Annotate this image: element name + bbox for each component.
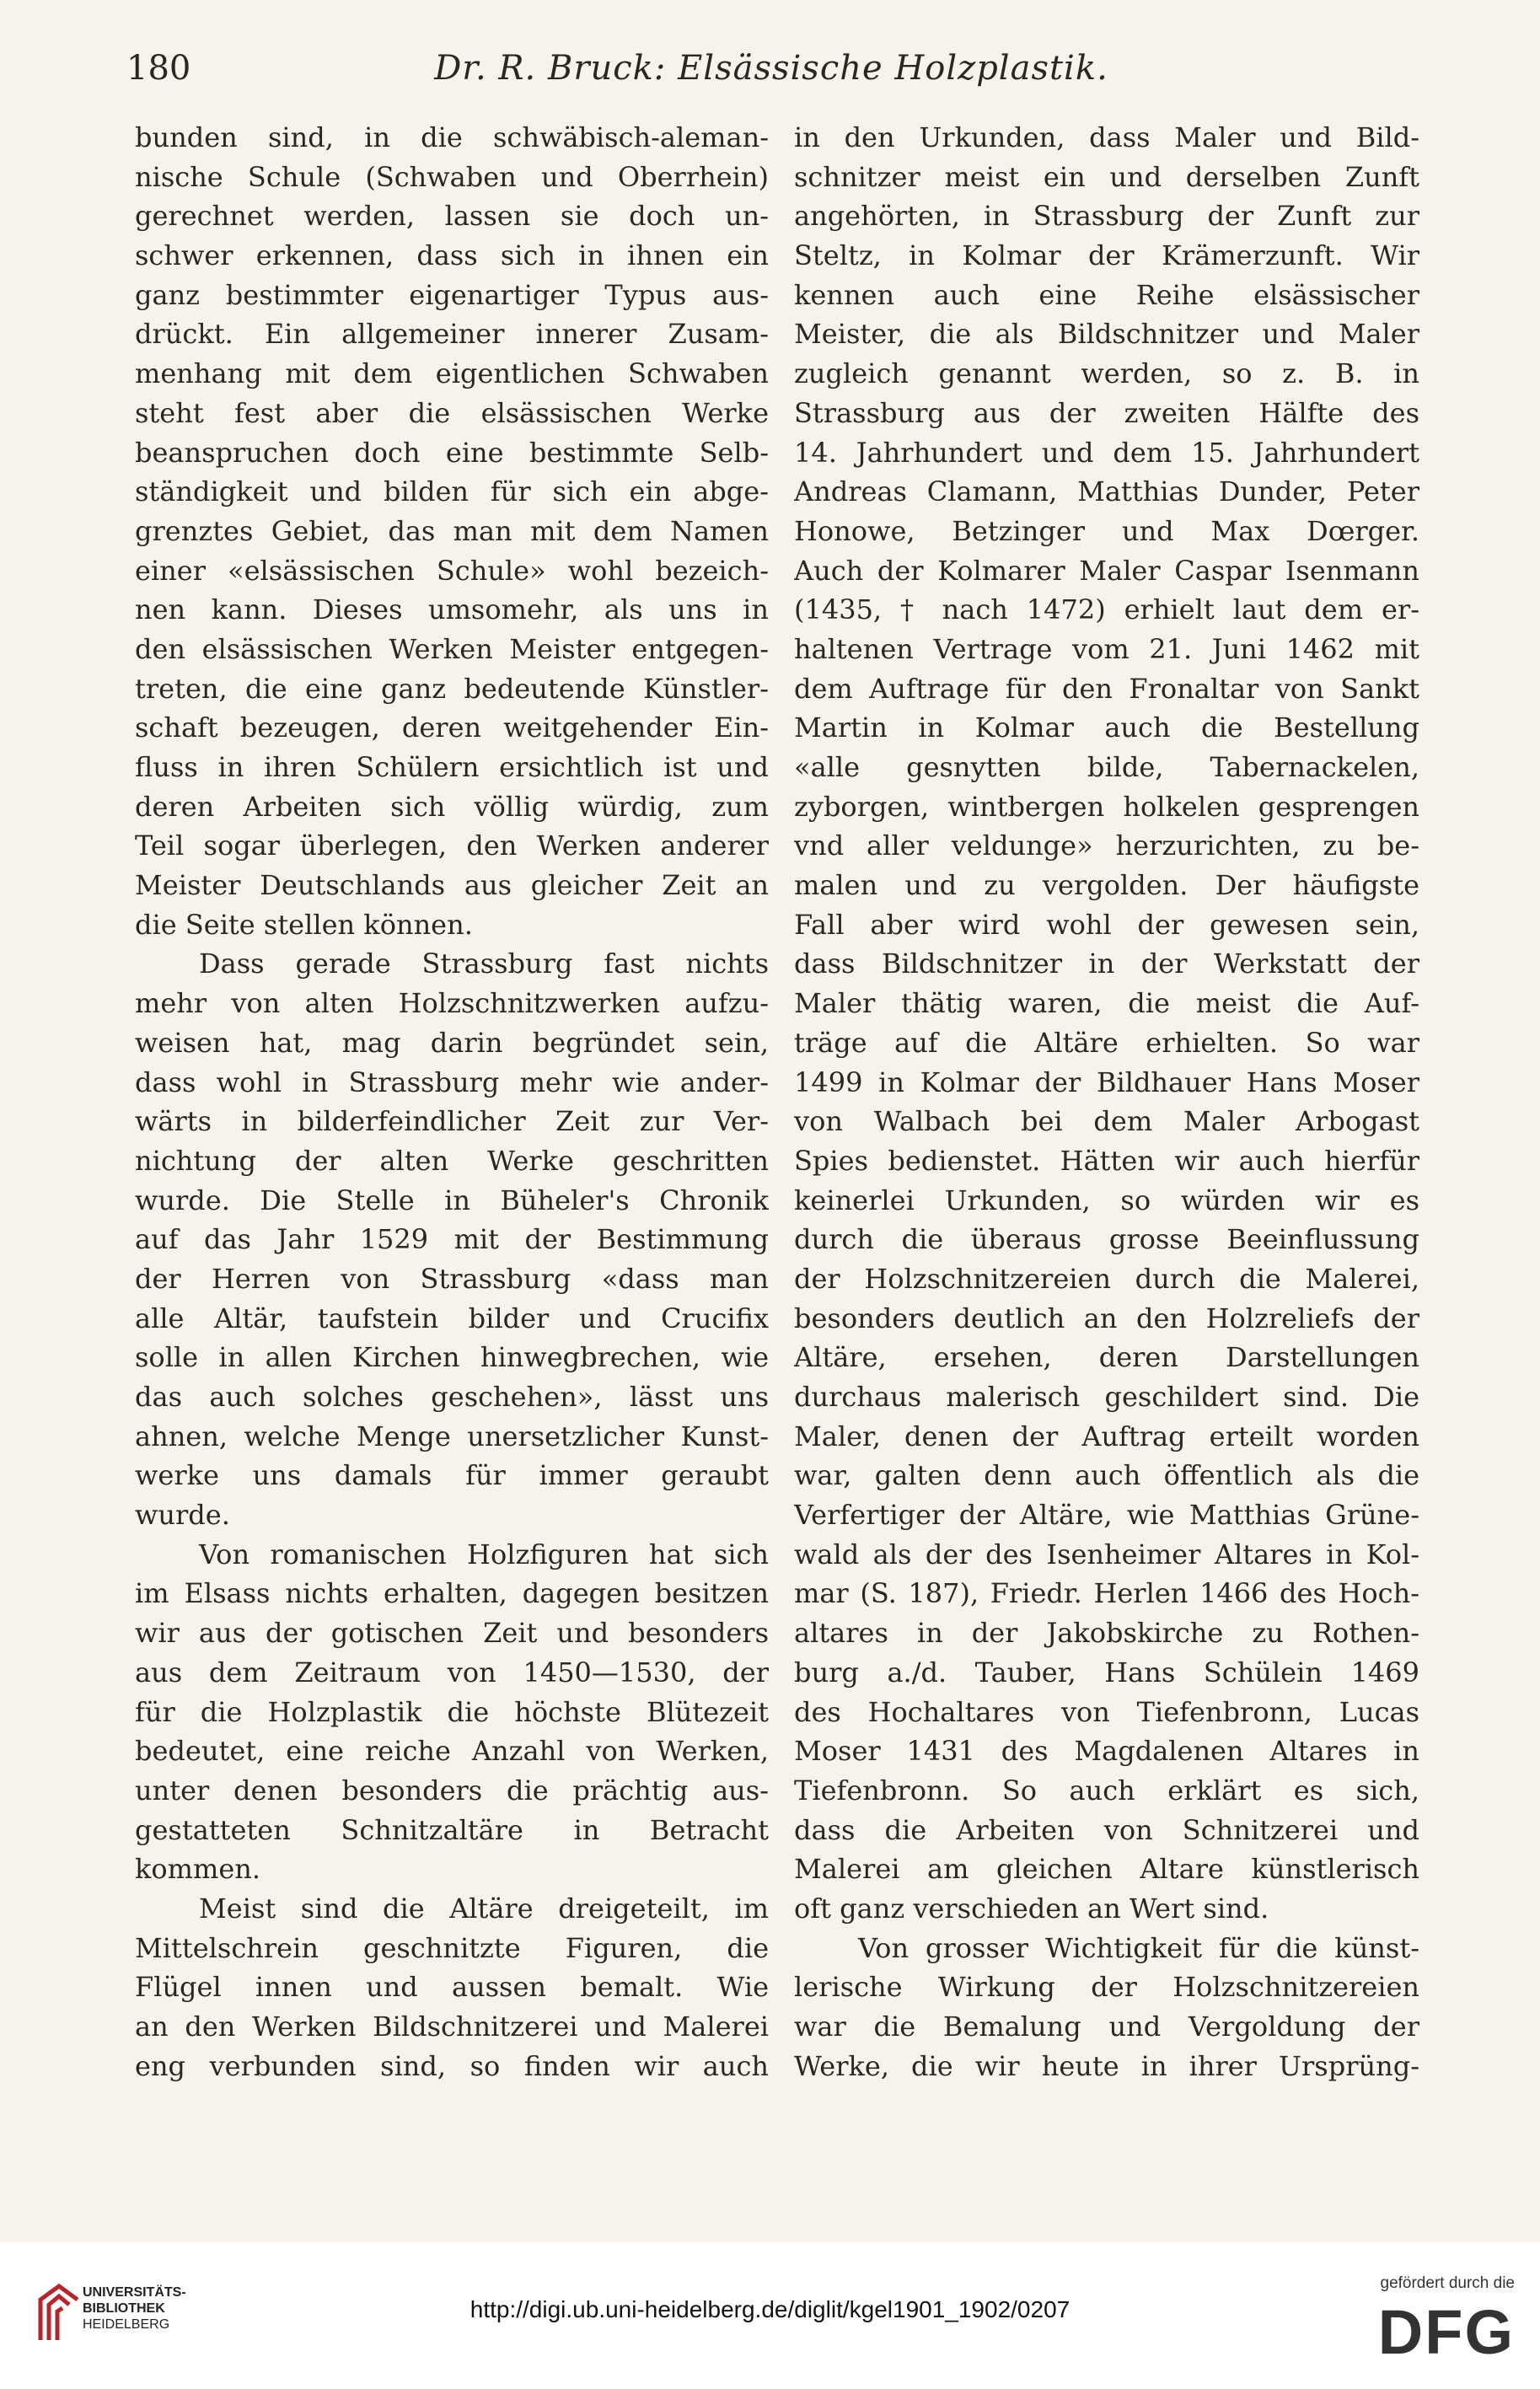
text-line: wärts in bilderfeindlicher Zeit zur Ver- <box>135 1105 769 1138</box>
text-line: haltenen Vertrage vom 21. Juni 1462 mit <box>794 632 1419 665</box>
text-line: des Hochaltares von Tiefenbronn, Lucas <box>794 1695 1419 1728</box>
text-line: schaft bezeugen, deren weitgehender Ein- <box>135 711 769 744</box>
text-line: werke uns damals für immer geraubt <box>135 1459 769 1492</box>
page-header <box>126 49 1416 99</box>
library-name-line-3: HEIDELBERG <box>83 2317 170 2332</box>
text-line: deren Arbeiten sich völlig würdig, zum <box>135 790 769 823</box>
text-line: Werke, die wir heute in ihrer Ursprüng- <box>794 2049 1419 2082</box>
text-line: Verfertiger der Altäre, wie Matthias Grüne- <box>794 1499 1419 1532</box>
text-line: Spies bedienstet. Hätten wir auch hierfür <box>794 1144 1419 1177</box>
text-line: zyborgen, wintbergen holkelen gesprengen <box>794 790 1419 823</box>
text-line: Von romanischen Holzfiguren hat sich <box>199 1538 769 1570</box>
text-line: bunden sind, in die schwäbisch-aleman- <box>135 121 769 153</box>
text-line: ganz bestimmter eigenartiger Typus aus- <box>135 278 769 311</box>
text-line: im Elsass nichts erhalten, dagegen besitzen <box>135 1577 769 1610</box>
text-line: kommen. <box>135 1853 261 1886</box>
text-line: aus dem Zeitraum von 1450—1530, der <box>135 1656 769 1688</box>
dfg-logo[interactable]: DFG <box>1377 2297 1515 2367</box>
text-line: Auch der Kolmarer Maler Caspar Isenmann <box>794 554 1419 587</box>
text-line: keinerlei Urkunden, so würden wir es <box>794 1184 1419 1216</box>
right-text-column <box>794 118 1419 2086</box>
page-number: 180 <box>126 49 191 88</box>
funding-note: gefördert durch die <box>1380 2274 1515 2292</box>
text-line: burg a./d. Tauber, Hans Schülein 1469 <box>794 1656 1419 1688</box>
text-line: durchaus malerisch geschildert sind. Die <box>794 1381 1419 1413</box>
text-line: beanspruchen doch eine bestimmte Selb- <box>135 436 769 469</box>
text-line: ständigkeit und bilden für sich ein abge- <box>135 475 769 508</box>
text-line: Maler thätig waren, die meist die Auf- <box>794 987 1419 1020</box>
text-line: kennen auch eine Reihe elsässischer <box>794 278 1419 311</box>
text-line: Von grosser Wichtigkeit für die künst- <box>858 1931 1419 1964</box>
text-line: die Seite stellen können. <box>135 908 473 941</box>
left-text-column <box>135 118 769 2086</box>
text-line: menhang mit dem eigentlichen Schwaben <box>135 357 769 390</box>
text-line: treten, die eine ganz bedeutende Künstler- <box>135 672 769 705</box>
text-line: besonders deutlich an den Holzreliefs der <box>794 1302 1419 1334</box>
library-name-line-1: UNIVERSITÄTS- <box>83 2285 186 2300</box>
text-line: Strassburg aus der zweiten Hälfte des <box>794 396 1419 429</box>
text-line: gestatteten Schnitzaltäre in Betracht <box>135 1813 769 1846</box>
text-line: altares in der Jakobskirche zu Rothen- <box>794 1617 1419 1650</box>
text-line: der Herren von Strassburg «dass man <box>135 1262 769 1295</box>
text-line: drückt. Ein allgemeiner innerer Zusam- <box>135 318 769 351</box>
text-line: nische Schule (Schwaben und Oberrhein) <box>135 160 769 193</box>
text-line: Teil sogar überlegen, den Werken anderer <box>135 829 769 862</box>
library-name-line-2: BIBLIOTHEK <box>83 2301 165 2316</box>
text-line: wald als der des Isenheimer Altares in Kol- <box>794 1538 1419 1570</box>
text-line: in den Urkunden, dass Maler und Bild- <box>794 121 1419 153</box>
text-line: einer «elsässischen Schule» wohl bezeich- <box>135 554 769 587</box>
text-line: gerechnet werden, lassen sie doch un- <box>135 200 769 233</box>
text-line: das auch solches geschehen», lässt uns <box>135 1381 769 1413</box>
text-line: steht fest aber die elsässischen Werke <box>135 396 769 429</box>
text-line: Meist sind die Altäre dreigeteilt, im <box>199 1892 769 1925</box>
text-line: solle in allen Kirchen hinwegbrechen, wie <box>135 1341 769 1374</box>
text-line: Meister Deutschlands aus gleicher Zeit an <box>135 869 769 902</box>
text-line: 14. Jahrhundert und dem 15. Jahrhundert <box>794 436 1419 469</box>
running-title: Dr. R. Bruck: Elsässische Holzplastik. <box>434 49 1108 88</box>
text-line: nichtung der alten Werke geschritten <box>135 1144 769 1177</box>
text-line: dass die Arbeiten von Schnitzerei und <box>794 1813 1419 1846</box>
text-line: vnd aller veldunge» herzurichten, zu be- <box>794 829 1419 862</box>
text-line: dass Bildschnitzer in der Werkstatt der <box>794 948 1419 980</box>
text-line: von Walbach bei dem Maler Arbogast <box>794 1105 1419 1138</box>
text-line: Steltz, in Kolmar der Krämerzunft. Wir <box>794 239 1419 272</box>
text-line: ahnen, welche Menge unersetzlicher Kunst- <box>135 1420 769 1452</box>
text-line: schwer erkennen, dass sich in ihnen ein <box>135 239 769 272</box>
text-line: «alle gesnytten bilde, Tabernackelen, <box>794 751 1419 783</box>
text-line: oft ganz verschieden an Wert sind. <box>794 1892 1269 1925</box>
text-line: wurde. Die Stelle in Büheler's Chronik <box>135 1184 769 1216</box>
text-line: (1435, † nach 1472) erhielt laut dem er- <box>794 593 1419 626</box>
text-line: grenztes Gebiet, das man mit dem Namen <box>135 514 769 547</box>
text-line: zugleich genannt werden, so z. B. in <box>794 357 1419 390</box>
text-line: dem Auftrage für den Fronaltar von Sankt <box>794 672 1419 705</box>
text-line: den elsässischen Werken Meister entgegen- <box>135 632 769 665</box>
text-line: an den Werken Bildschnitzerei und Malerei <box>135 2011 769 2043</box>
text-line: mehr von alten Holzschnitzwerken aufzu- <box>135 987 769 1020</box>
text-line: mar (S. 187), Friedr. Herlen 1466 des Hoch- <box>794 1577 1419 1610</box>
digitization-footer <box>0 2242 1540 2389</box>
text-line: Martin in Kolmar auch die Bestellung <box>794 711 1419 744</box>
text-line: auf das Jahr 1529 mit der Bestimmung <box>135 1223 769 1256</box>
text-line: wurde. <box>135 1499 230 1532</box>
text-line: Meister, die als Bildschnitzer und Maler <box>794 318 1419 351</box>
text-line: nen kann. Dieses umsomehr, als uns in <box>135 593 769 626</box>
text-line: malen und zu vergolden. Der häufigste <box>794 869 1419 902</box>
text-line: Honowe, Betzinger und Max Dœrger. <box>794 514 1419 547</box>
text-line: war, galten denn auch öffentlich als die <box>794 1459 1419 1492</box>
text-line: schnitzer meist ein und derselben Zunft <box>794 160 1419 193</box>
text-line: unter denen besonders die prächtig aus- <box>135 1774 769 1807</box>
text-line: eng verbunden sind, so finden wir auch <box>135 2049 769 2082</box>
text-line: Malerei am gleichen Altare künstlerisch <box>794 1853 1419 1886</box>
text-line: Altäre, ersehen, deren Darstellungen <box>794 1341 1419 1374</box>
text-line: durch die überaus grosse Beeinflussung <box>794 1223 1419 1256</box>
text-line: Maler, denen der Auftrag erteilt worden <box>794 1420 1419 1452</box>
text-line: Flügel innen und aussen bemalt. Wie <box>135 1971 769 2004</box>
text-line: war die Bemalung und Vergoldung der <box>794 2011 1419 2043</box>
text-line: Fall aber wird wohl der gewesen sein, <box>794 908 1419 941</box>
text-line: Moser 1431 des Magdalenen Altares in <box>794 1735 1419 1768</box>
text-line: für die Holzplastik die höchste Blütezeit <box>135 1695 769 1728</box>
text-line: 1499 in Kolmar der Bildhauer Hans Moser <box>794 1066 1419 1098</box>
source-url-link[interactable]: http://digi.ub.uni-heidelberg.de/diglit/kgel1901_1902/0207 <box>470 2296 1070 2322</box>
text-line: Andreas Clamann, Matthias Dunder, Peter <box>794 475 1419 508</box>
text-line: alle Altär, taufstein bilder und Crucifix <box>135 1302 769 1334</box>
text-line: bedeutet, eine reiche Anzahl von Werken, <box>135 1735 769 1768</box>
text-line: dass wohl in Strassburg mehr wie ander- <box>135 1066 769 1098</box>
text-line: fluss in ihren Schülern ersichtlich ist und <box>135 751 769 783</box>
text-line: wir aus der gotischen Zeit und besonders <box>135 1617 769 1650</box>
text-line: der Holzschnitzereien durch die Malerei, <box>794 1262 1419 1295</box>
text-line: lerische Wirkung der Holzschnitzereien <box>794 1971 1419 2004</box>
text-line: träge auf die Altäre erhielten. So war <box>794 1026 1419 1059</box>
text-line: Mittelschrein geschnitzte Figuren, die <box>135 1931 769 1964</box>
text-line: Dass gerade Strassburg fast nichts <box>199 948 769 980</box>
text-line: angehörten, in Strassburg der Zunft zur <box>794 200 1419 233</box>
text-line: Tiefenbronn. So auch erklärt es sich, <box>794 1774 1419 1807</box>
text-line: weisen hat, mag darin begründet sein, <box>135 1026 769 1059</box>
